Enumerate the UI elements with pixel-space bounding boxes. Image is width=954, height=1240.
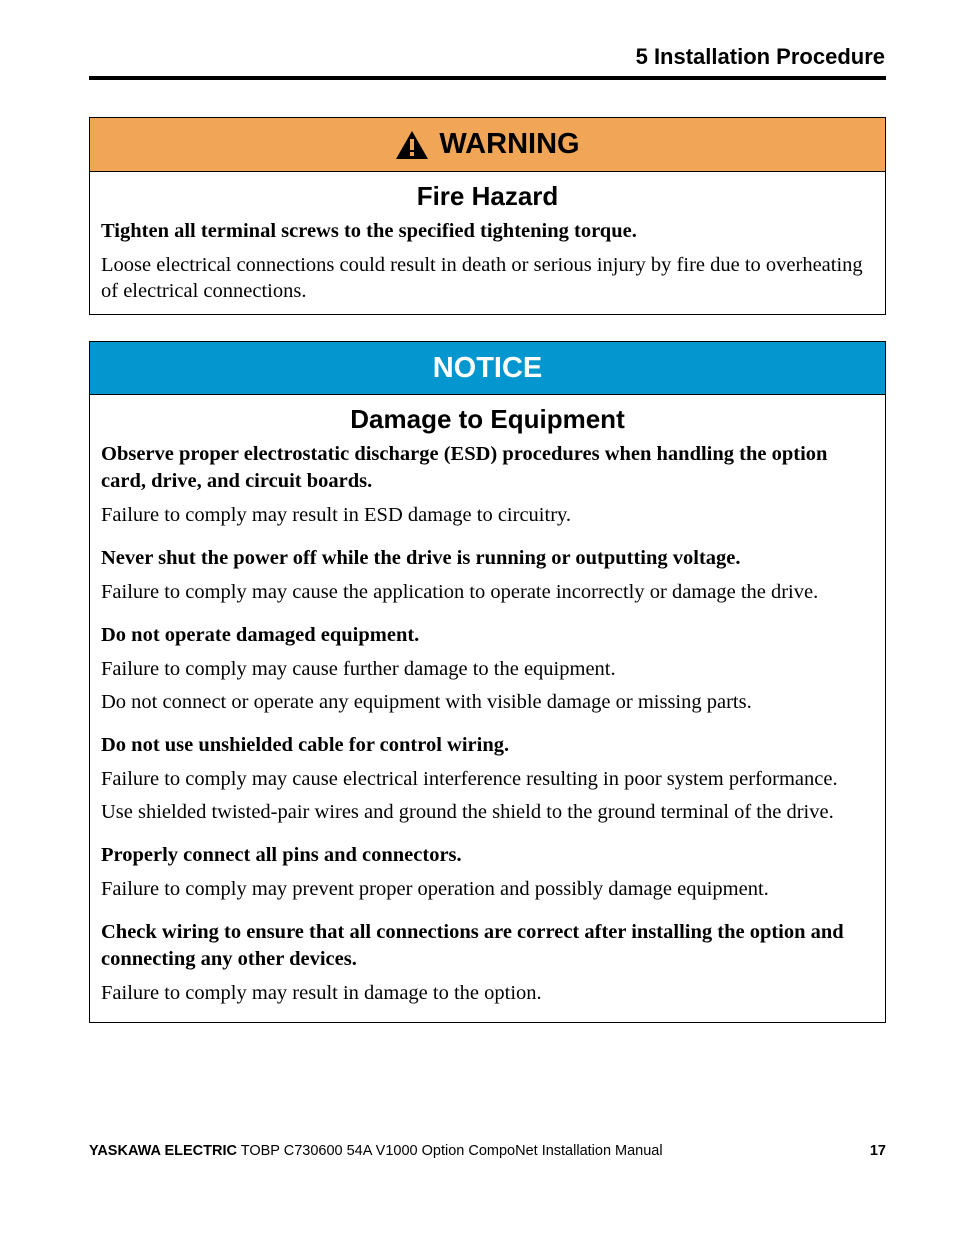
warning-triangle-icon: [395, 130, 429, 160]
notice-item-text: Failure to comply may result in damage to the option.: [101, 982, 542, 1004]
page-number: 17: [869, 1143, 886, 1159]
warning-box: [89, 117, 886, 315]
notice-item-text: Failure to comply may result in ESD damage to circuitry.: [101, 504, 572, 526]
warning-header: [90, 118, 885, 172]
notice-item-text: Do not connect or operate any equipment with visible damage or missing parts.: [101, 691, 752, 713]
notice-label: NOTICE: [432, 351, 543, 384]
section-title: 5 Installation Procedure: [635, 44, 885, 69]
notice-item-text: Failure to comply may cause further damage to the equipment.: [101, 658, 616, 680]
notice-item-bold: Check wiring to ensure that all connections are correct after installing the option and connecting any other devices.: [101, 921, 844, 970]
notice-item-text: Failure to comply may cause the application to operate incorrectly or damage the drive.: [101, 581, 819, 603]
page-footer: [89, 1143, 886, 1159]
notice-item-bold: Never shut the power off while the drive is running or outputting voltage.: [101, 547, 741, 569]
notice-item-bold: Do not use unshielded cable for control wiring.: [101, 734, 510, 756]
notice-header: [89, 341, 886, 395]
notice-item-text: Use shielded twisted-pair wires and ground the shield to the ground terminal of the drive.: [101, 801, 834, 823]
notice-item-text: Failure to comply may cause electrical interference resulting in poor system performance.: [101, 768, 838, 790]
notice-title: Damage to Equipment: [350, 404, 625, 434]
notice-item-text: Failure to comply may prevent proper operation and possibly damage equipment.: [101, 878, 769, 900]
footer-doc-title: TOBP C730600 54A V1000 Option CompoNet Installation Manual: [236, 1143, 663, 1159]
header-rule: [89, 76, 886, 80]
warning-text: Loose electrical connections could result in death or serious injury by fire due to overheating of electrical connections.: [101, 254, 863, 302]
warning-bold-text: Tighten all terminal screws to the specified tightening torque.: [101, 220, 637, 242]
footer-brand: YASKAWA ELECTRIC: [89, 1143, 237, 1159]
notice-box: [89, 341, 886, 1023]
warning-label: WARNING: [439, 128, 580, 160]
notice-item-bold: Do not operate damaged equipment.: [101, 624, 420, 646]
notice-item-bold: Observe proper electrostatic discharge (ESD) procedures when handling the option card, drive, and circuit boards.: [101, 443, 828, 492]
hazard-title: Fire Hazard: [416, 181, 559, 211]
notice-item-bold: Properly connect all pins and connectors.: [101, 844, 462, 866]
